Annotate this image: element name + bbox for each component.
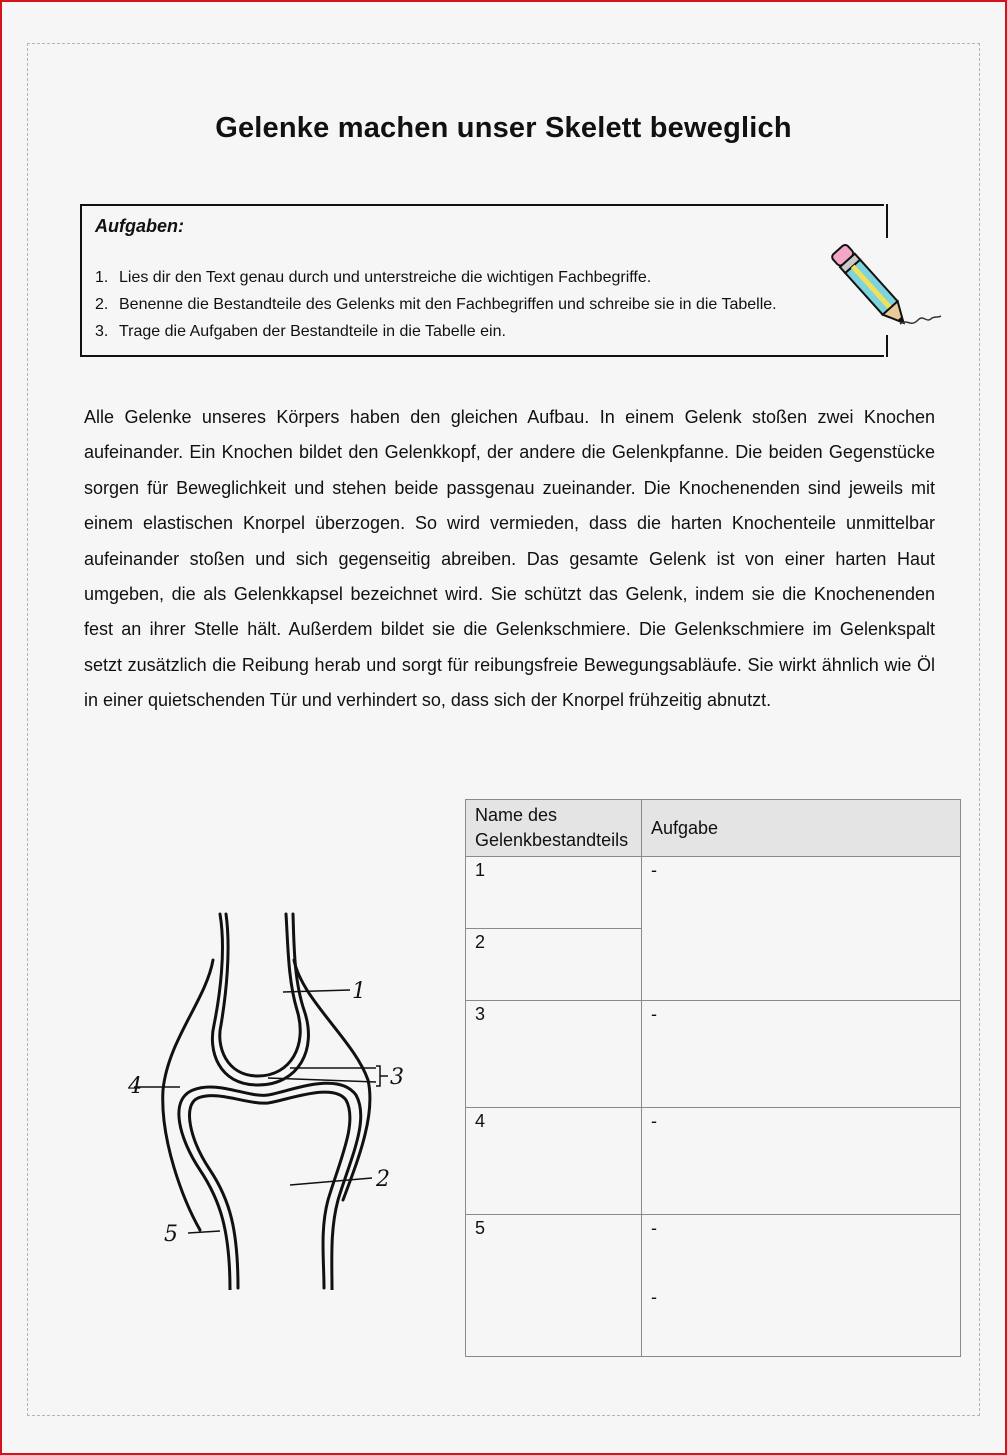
table-cell-task[interactable]: -: [642, 1001, 961, 1108]
diagram-label: 4: [128, 1074, 142, 1099]
task-item: 3. Trage die Aufgaben der Bestandteile in die Tabelle ein.: [95, 323, 506, 340]
table-cell-name[interactable]: 2: [466, 929, 642, 1001]
pencil-icon: [818, 232, 942, 332]
task-box: [80, 204, 884, 357]
diagram-label: 3: [390, 1065, 404, 1090]
diagram-label: 5: [164, 1222, 178, 1247]
task-item: 2. Benenne die Bestandteile des Gelenks mit den Fachbegriffen und schreibe sie in die Tabelle.: [95, 296, 777, 313]
table-header-row: [466, 800, 961, 857]
table-cell-name[interactable]: 1: [466, 857, 642, 929]
table-row: [466, 857, 961, 929]
task-heading: Aufgaben:: [95, 216, 184, 236]
table-row: [466, 1108, 961, 1215]
table-row: [466, 1215, 961, 1357]
page-title: Gelenke machen unser Skelett beweglich: [215, 112, 792, 144]
table-cell-name[interactable]: 3: [466, 1001, 642, 1108]
task-list: [95, 264, 777, 345]
body-text: Alle Gelenke unseres Körpers haben den gleichen Aufbau. In einem Gelenk stoßen zwei Knochen aufeinander. Ein Knochen bildet den Gelenkkopf, der andere die Gelenkpfanne. Die beiden Gegenstücke sorgen für Beweglichkeit und stehen beide passgenau zueinander. Die Knochenenden sind jeweils mit einem elastischen Knorpel überzogen. So wird vermieden, dass die harten Knochenteile unmittelbar aufeinander stoßen und sich gegenseitig abreiben. Das gesamte Gelenk ist von einer harten Haut umgeben, die als Gelenkkapsel bezeichnet wird. Sie schützt das Gelenk, indem sie die Knochenenden fest an ihrer Stelle hält. Außerdem bildet sie die Gelenkschmiere. Die Gelenkschmiere im Gelenkspalt setzt zusätzlich die Reibung herab und sorgt für reibungsfreie Bewegungsabläufe. Sie wirkt ähnlich wie Öl in einer quietschenden Tür und verhindert so, dass sich der Knorpel frühzeitig abnutzt.: [84, 407, 935, 711]
table-cell-task[interactable]: -: [642, 857, 961, 1001]
table-header: Name des Gelenkbestandteils: [466, 800, 642, 857]
diagram-label: 2: [376, 1167, 390, 1192]
table-header: Aufgabe: [642, 800, 961, 857]
table-cell-task[interactable]: -: [642, 1108, 961, 1215]
table-row: [466, 1001, 961, 1108]
table-cell-name[interactable]: 4: [466, 1108, 642, 1215]
table-cell-name[interactable]: 5: [466, 1215, 642, 1357]
diagram-label: 1: [352, 979, 366, 1004]
joint-diagram: [118, 900, 428, 1290]
parts-table: [465, 799, 961, 1357]
table-cell-task[interactable]: - -: [642, 1215, 961, 1357]
task-item: 1. Lies dir den Text genau durch und unterstreiche die wichtigen Fachbegriffe.: [95, 269, 652, 286]
